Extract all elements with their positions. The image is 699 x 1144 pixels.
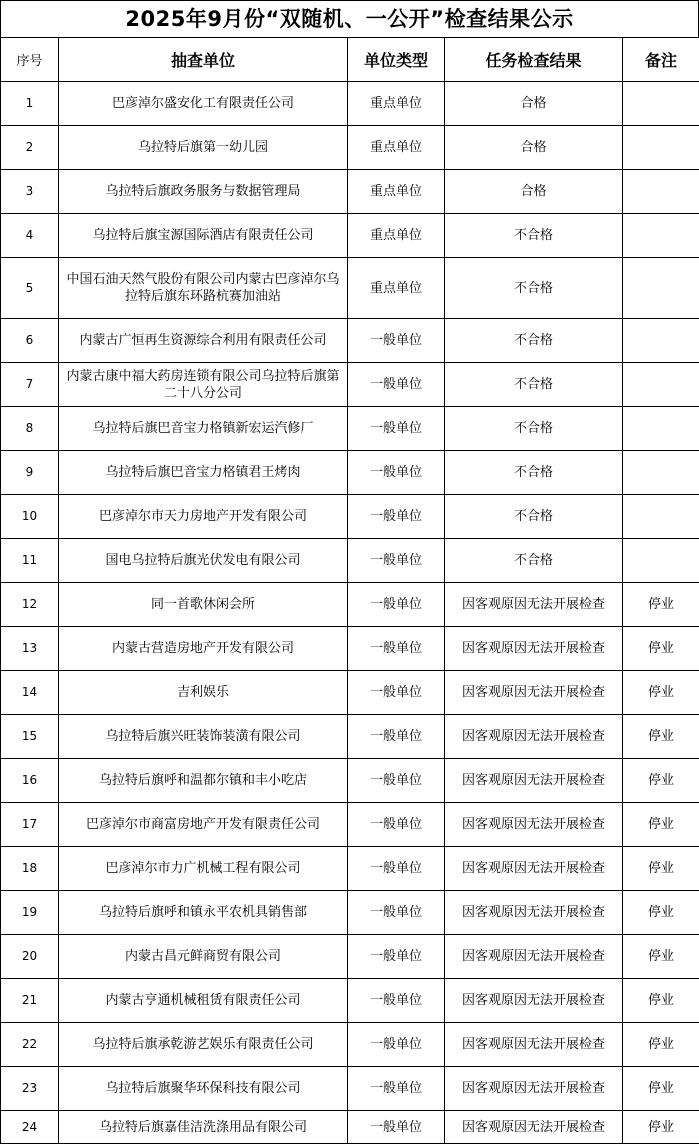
row-seq-cell: 13	[1, 627, 59, 671]
table-header-row	[1, 38, 699, 82]
row-result-cell: 不合格	[445, 214, 623, 258]
row-result-cell: 因客观原因无法开展检查	[445, 1023, 623, 1067]
row-seq-cell: 11	[1, 539, 59, 583]
row-remark-cell: 停业	[623, 627, 699, 671]
row-remark-cell	[623, 407, 699, 451]
table-row	[1, 1111, 699, 1144]
row-result-cell: 因客观原因无法开展检查	[445, 935, 623, 979]
row-seq-cell: 7	[1, 363, 59, 407]
row-seq-cell: 4	[1, 214, 59, 258]
row-seq-cell: 16	[1, 759, 59, 803]
row-unit-cell: 巴彦淖尔市力广机械工程有限公司	[59, 847, 348, 891]
table-row	[1, 1023, 699, 1067]
row-type-cell: 一般单位	[348, 891, 445, 935]
row-unit-cell: 乌拉特后旗承乾游艺娱乐有限责任公司	[59, 1023, 348, 1067]
table-row	[1, 539, 699, 583]
row-remark-cell: 停业	[623, 847, 699, 891]
row-remark-cell: 停业	[623, 759, 699, 803]
row-remark-cell: 停业	[623, 583, 699, 627]
row-seq-cell: 1	[1, 82, 59, 126]
row-result-cell: 合格	[445, 170, 623, 214]
row-seq-cell: 3	[1, 170, 59, 214]
row-unit-cell: 乌拉特后旗宝源国际酒店有限责任公司	[59, 214, 348, 258]
row-remark-cell	[623, 170, 699, 214]
row-result-cell: 因客观原因无法开展检查	[445, 715, 623, 759]
row-result-cell: 因客观原因无法开展检查	[445, 803, 623, 847]
row-unit-cell: 乌拉特后旗兴旺装饰装潢有限公司	[59, 715, 348, 759]
row-type-cell: 一般单位	[348, 407, 445, 451]
row-result-cell: 不合格	[445, 363, 623, 407]
row-remark-cell: 停业	[623, 935, 699, 979]
row-type-cell: 重点单位	[348, 82, 445, 126]
row-unit-cell: 乌拉特后旗呼和温都尔镇和丰小吃店	[59, 759, 348, 803]
header-remark: 备注	[623, 38, 699, 82]
row-type-cell: 重点单位	[348, 214, 445, 258]
row-remark-cell	[623, 451, 699, 495]
row-type-cell: 重点单位	[348, 126, 445, 170]
row-seq-cell: 19	[1, 891, 59, 935]
row-seq-cell: 6	[1, 319, 59, 363]
row-type-cell: 一般单位	[348, 979, 445, 1023]
row-remark-cell	[623, 258, 699, 319]
row-type-cell: 重点单位	[348, 170, 445, 214]
row-remark-cell: 停业	[623, 671, 699, 715]
table-row	[1, 82, 699, 126]
row-unit-cell: 乌拉特后旗聚华环保科技有限公司	[59, 1067, 348, 1111]
row-result-cell: 不合格	[445, 319, 623, 363]
row-type-cell: 一般单位	[348, 759, 445, 803]
table-row	[1, 214, 699, 258]
row-seq-cell: 22	[1, 1023, 59, 1067]
row-type-cell: 一般单位	[348, 627, 445, 671]
row-remark-cell	[623, 319, 699, 363]
row-result-cell: 不合格	[445, 495, 623, 539]
row-type-cell: 一般单位	[348, 1067, 445, 1111]
table-row	[1, 495, 699, 539]
row-seq-cell: 23	[1, 1067, 59, 1111]
row-unit-cell: 乌拉特后旗第一幼儿园	[59, 126, 348, 170]
row-result-cell: 合格	[445, 126, 623, 170]
row-type-cell: 一般单位	[348, 803, 445, 847]
table-row	[1, 363, 699, 407]
table-row	[1, 935, 699, 979]
row-seq-cell: 14	[1, 671, 59, 715]
row-seq-cell: 15	[1, 715, 59, 759]
row-remark-cell	[623, 82, 699, 126]
row-result-cell: 因客观原因无法开展检查	[445, 979, 623, 1023]
row-remark-cell: 停业	[623, 1023, 699, 1067]
row-unit-cell: 乌拉特后旗嘉佳洁洗涤用品有限公司	[59, 1111, 348, 1144]
row-remark-cell	[623, 363, 699, 407]
row-remark-cell: 停业	[623, 1067, 699, 1111]
table-row	[1, 715, 699, 759]
row-remark-cell: 停业	[623, 979, 699, 1023]
row-seq-cell: 20	[1, 935, 59, 979]
row-result-cell: 不合格	[445, 258, 623, 319]
table-row	[1, 627, 699, 671]
row-seq-cell: 9	[1, 451, 59, 495]
row-unit-cell: 内蒙古亨通机械租赁有限责任公司	[59, 979, 348, 1023]
table-row	[1, 803, 699, 847]
row-result-cell: 因客观原因无法开展检查	[445, 759, 623, 803]
row-seq-cell: 18	[1, 847, 59, 891]
row-result-cell: 因客观原因无法开展检查	[445, 627, 623, 671]
table-row	[1, 319, 699, 363]
header-seq: 序号	[1, 38, 59, 82]
row-unit-cell: 同一首歌休闲会所	[59, 583, 348, 627]
table-row	[1, 847, 699, 891]
row-remark-cell	[623, 495, 699, 539]
row-unit-cell: 内蒙古昌元鲜商贸有限公司	[59, 935, 348, 979]
row-remark-cell	[623, 214, 699, 258]
row-unit-cell: 巴彦淖尔盛安化工有限责任公司	[59, 82, 348, 126]
row-seq-cell: 21	[1, 979, 59, 1023]
row-type-cell: 一般单位	[348, 451, 445, 495]
row-unit-cell: 巴彦淖尔市商富房地产开发有限责任公司	[59, 803, 348, 847]
document-title: 2025年9月份“双随机、一公开”检查结果公示	[0, 0, 699, 37]
table-row	[1, 170, 699, 214]
row-unit-cell: 内蒙古康中福大药房连锁有限公司乌拉特后旗第二十八分公司	[59, 363, 348, 407]
row-result-cell: 因客观原因无法开展检查	[445, 1067, 623, 1111]
row-result-cell: 不合格	[445, 451, 623, 495]
row-type-cell: 一般单位	[348, 539, 445, 583]
header-type: 单位类型	[348, 38, 445, 82]
row-unit-cell: 乌拉特后旗巴音宝力格镇君王烤肉	[59, 451, 348, 495]
row-result-cell: 不合格	[445, 539, 623, 583]
row-remark-cell	[623, 539, 699, 583]
table-row	[1, 451, 699, 495]
row-remark-cell: 停业	[623, 1111, 699, 1144]
row-result-cell: 因客观原因无法开展检查	[445, 891, 623, 935]
row-result-cell: 因客观原因无法开展检查	[445, 1111, 623, 1144]
row-seq-cell: 12	[1, 583, 59, 627]
row-seq-cell: 5	[1, 258, 59, 319]
row-result-cell: 不合格	[445, 407, 623, 451]
table-row	[1, 1067, 699, 1111]
row-result-cell: 因客观原因无法开展检查	[445, 583, 623, 627]
row-unit-cell: 乌拉特后旗呼和镇永平农机具销售部	[59, 891, 348, 935]
row-result-cell: 合格	[445, 82, 623, 126]
row-seq-cell: 8	[1, 407, 59, 451]
row-seq-cell: 17	[1, 803, 59, 847]
table-row	[1, 258, 699, 319]
row-remark-cell	[623, 126, 699, 170]
row-type-cell: 一般单位	[348, 847, 445, 891]
row-type-cell: 一般单位	[348, 495, 445, 539]
table-row	[1, 407, 699, 451]
row-unit-cell: 内蒙古广恒再生资源综合利用有限责任公司	[59, 319, 348, 363]
row-type-cell: 一般单位	[348, 583, 445, 627]
table-row	[1, 583, 699, 627]
table-row	[1, 759, 699, 803]
table-row	[1, 126, 699, 170]
row-type-cell: 重点单位	[348, 258, 445, 319]
header-result: 任务检查结果	[445, 38, 623, 82]
table-row	[1, 979, 699, 1023]
row-result-cell: 因客观原因无法开展检查	[445, 671, 623, 715]
row-result-cell: 因客观原因无法开展检查	[445, 847, 623, 891]
row-remark-cell: 停业	[623, 715, 699, 759]
row-type-cell: 一般单位	[348, 363, 445, 407]
row-unit-cell: 中国石油天然气股份有限公司内蒙古巴彦淖尔乌拉特后旗东环路杭赛加油站	[59, 258, 348, 319]
row-unit-cell: 乌拉特后旗巴音宝力格镇新宏运汽修厂	[59, 407, 348, 451]
row-type-cell: 一般单位	[348, 671, 445, 715]
row-type-cell: 一般单位	[348, 1111, 445, 1144]
row-type-cell: 一般单位	[348, 319, 445, 363]
row-remark-cell: 停业	[623, 891, 699, 935]
row-remark-cell: 停业	[623, 803, 699, 847]
results-table	[0, 37, 699, 1144]
row-type-cell: 一般单位	[348, 1023, 445, 1067]
row-seq-cell: 10	[1, 495, 59, 539]
table-row	[1, 891, 699, 935]
table-row	[1, 671, 699, 715]
row-unit-cell: 乌拉特后旗政务服务与数据管理局	[59, 170, 348, 214]
row-unit-cell: 国电乌拉特后旗光伏发电有限公司	[59, 539, 348, 583]
row-type-cell: 一般单位	[348, 715, 445, 759]
row-unit-cell: 吉利娱乐	[59, 671, 348, 715]
row-unit-cell: 巴彦淖尔市天力房地产开发有限公司	[59, 495, 348, 539]
row-seq-cell: 24	[1, 1111, 59, 1144]
row-seq-cell: 2	[1, 126, 59, 170]
header-unit: 抽查单位	[59, 38, 348, 82]
row-type-cell: 一般单位	[348, 935, 445, 979]
row-unit-cell: 内蒙古营造房地产开发有限公司	[59, 627, 348, 671]
